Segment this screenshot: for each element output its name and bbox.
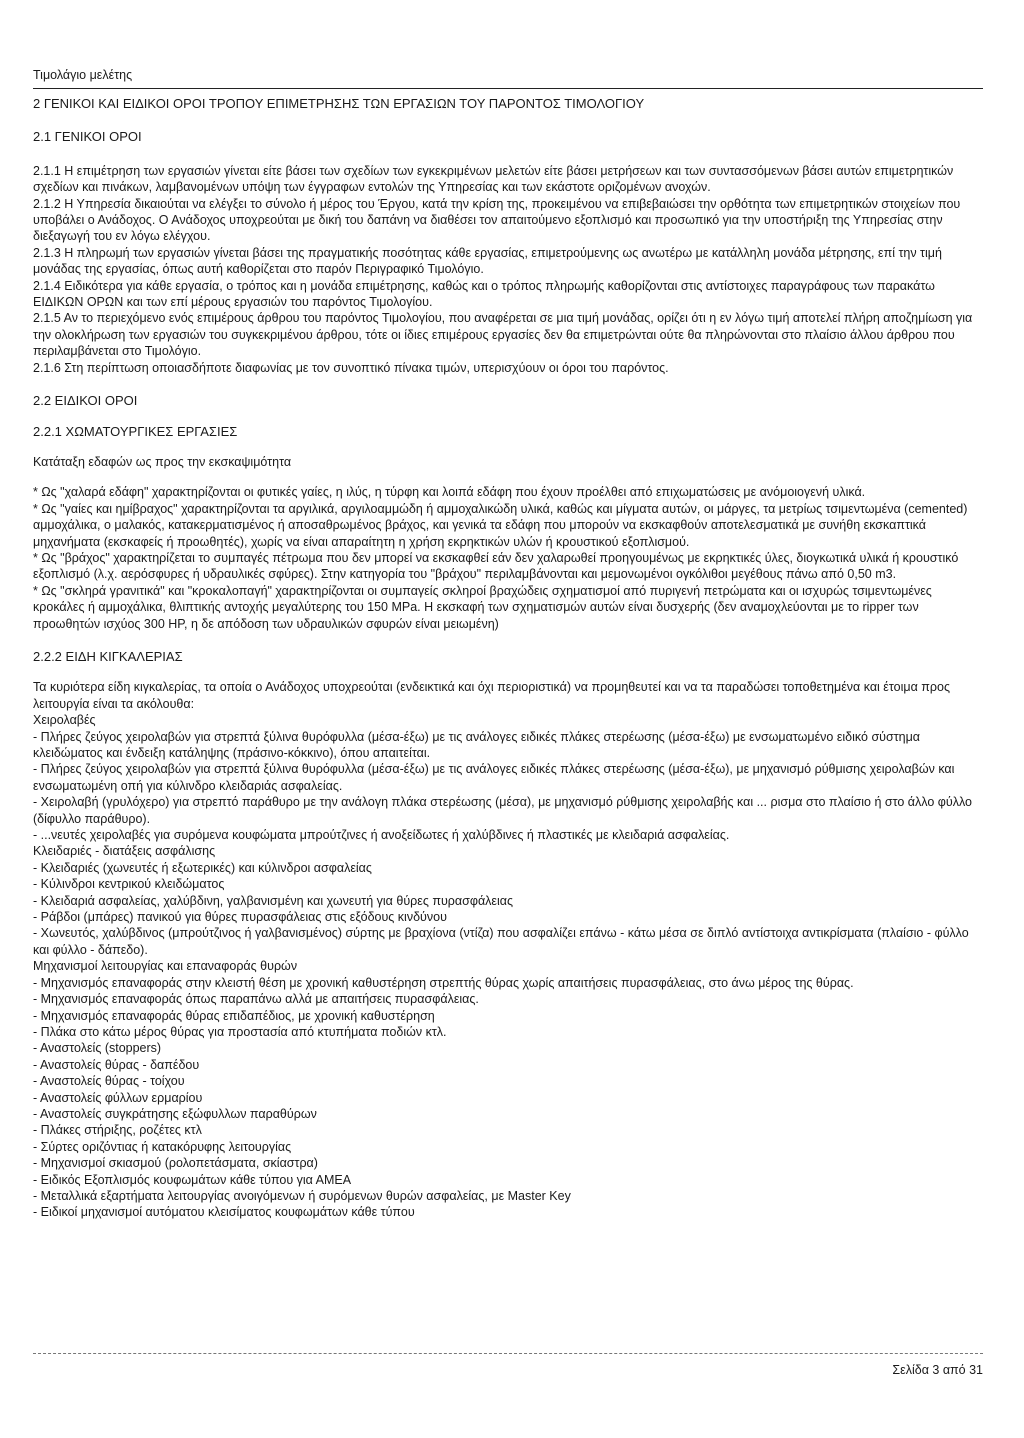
- paragraph-2-1-2: 2.1.2 Η Υπηρεσία δικαιούται να ελέγξει το σύνολο ή μέρος του Έργου, κατά την κρίση της, προκειμένου να επιβεβαιώσει την ορθότητα των επιμετρητικών στοιχείων που υποβάλει ο Ανάδοχος. Ο Ανάδοχος υποχρεούται με δική του δαπάνη να διαθέσει τον απαιτούμενο εξοπλισμό και προσωπικό για την υποστήριξη της Υπηρεσίας στην διεξαγωγή του εν λόγω ελέγχου.: [33, 196, 961, 244]
- paragraph-2-1-1: 2.1.1 Η επιμέτρηση των εργασιών γίνεται είτε βάσει των σχεδίων των εγκεκριμένων μελετών είτε βάσει μετρήσεων και των συντασσόμενων βάσει αυτών επιμετρητικών σχεδίων και πινάκων, λαμβανομένων υπόψη των έγγραφων εντολών της Υπηρεσίας και των εκάστοτε οριζομένων ανοχών.: [33, 163, 954, 195]
- hardware-line: - Σύρτες οριζόντιας ή κατακόρυφης λειτουργίας: [33, 1139, 292, 1154]
- paragraph-2-1-5: 2.1.5 Αν το περιεχόμενο ενός επιμέρους άρθρου του παρόντος Τιμολογίου, που αναφέρεται σε μια τιμή μονάδας, ορίζει ότι η εν λόγω τιμή αποτελεί πλήρη αποζημίωση για την ολοκλήρωση των εργασιών του συγκεκριμένου άρθρου, τότε οι ίδιες επιμέρους εργασίες δεν θα επιμετρώνται ούτε θα πληρώνονται στο πλαίσιο άλλου άρθρου που περιλαμβάνεται στο Τιμολόγιο.: [33, 311, 973, 359]
- hardware-line: - Χωνευτός, χαλύβδινος (μπρούτζινος ή γαλβανισμένος) σύρτης με βραχίονα (ντίζα) που ασφαλίζει επάνω - κάτω μέσα σε διπλό αντίστοιχα αντικρίσματα (πλαίσιο - φύλλο και φύλλο - δάπεδο).: [33, 926, 969, 957]
- header-rule: [33, 88, 983, 89]
- hardware-line: - Αναστολείς θύρας - τοίχου: [33, 1074, 185, 1089]
- hardware-line: - Ειδικός Εξοπλισμός κουφωμάτων κάθε τύπου για ΑΜΕΑ: [33, 1172, 352, 1187]
- document-page: [33, 0, 983, 1438]
- section-2-2-title: 2.2 ΕΙΔΙΚΟΙ ΟΡΟΙ: [33, 393, 138, 409]
- footer-rule: [33, 1353, 983, 1354]
- hardware-line: - Αναστολείς συγκράτησης εξώφυλλων παραθύρων: [33, 1106, 317, 1121]
- hardware-line: - Πλάκα στο κάτω μέρος θύρας για προστασία από κτυπήματα ποδιών κτλ.: [33, 1024, 447, 1039]
- soil-classification-subtitle: Κατάταξη εδαφών ως προς την εκσκαψιμότητα: [33, 454, 292, 469]
- hardware-line: - Κλειδαριές (χωνευτές ή εξωτερικές) και κύλινδροι ασφαλείας: [33, 860, 372, 875]
- hardware-line: - Αναστολείς φύλλων ερμαρίου: [33, 1090, 203, 1105]
- hardware-line: - Αναστολείς θύρας - δαπέδου: [33, 1057, 200, 1072]
- soil-class-hard-granite: * Ως "σκληρά γρανιτικά" και "κροκαλοπαγή" χαρακτηρίζονται οι συμπαγείς σκληροί βραχώδεις σχηματισμοί από πυριγενή πετρώματα και οι ισχυρώς τσιμεντωμένες κροκάλες ή αμμοχάλικα, θλιπτικής αντοχής μεγαλύτερης του 150 MPa. Η εκσκαφή των σχηματισμών αυτών είναι δυσχερής (δεν αναμοχλεύονται με το ripper των προωθητών ισχύος 300 HP, η δε απόδοση των υδραυλικών σφυρών είναι μειωμένη): [33, 583, 932, 631]
- document-body: [33, 96, 983, 1221]
- section-2-title: 2 ΓΕΝΙΚΟΙ ΚΑΙ ΕΙΔΙΚΟΙ ΟΡΟΙ ΤΡΟΠΟΥ ΕΠΙΜΕΤΡΗΣΗΣ ΤΩΝ ΕΡΓΑΣΙΩΝ ΤΟΥ ΠΑΡΟΝΤΟΣ ΤΙΜΟΛΟΓΙΟΥ: [33, 96, 645, 111]
- hardware-line: - Μηχανισμός επαναφοράς στην κλειστή θέση με χρονική καθυστέρηση στρεπτής θύρας χωρίς απαιτήσεις πυρασφάλειας, στο άνω μέρος της θύρας.: [33, 975, 854, 990]
- hardware-line: Χειρολαβές: [33, 713, 96, 728]
- paragraph-2-1-4: 2.1.4 Ειδικότερα για κάθε εργασία, ο τρόπος και η μονάδα επιμέτρησης, καθώς και ο τρόπος πληρωμής καθορίζονται στις αντίστοιχες παραγράφους των παρακάτω ΕΙΔΙΚΩΝ ΟΡΩΝ και των επί μέρους εργασιών του παρόντος Τιμολογίου.: [33, 278, 935, 310]
- hardware-line: - Πλήρες ζεύγος χειρολαβών για στρεπτά ξύλινα θυρόφυλλα (μέσα-έξω) με τις ανάλογες ειδικές πλάκες στερέωσης (μέσα-έξω), με μηχανισμό ρύθμισης χειρολαβών και ενσωματωμένη οπή για κύλινδρο κλειδαριάς ασφαλείας.: [33, 762, 955, 793]
- section-2-1-title: 2.1 ΓΕΝΙΚΟΙ ΟΡΟΙ: [33, 129, 142, 145]
- hardware-line: Κλειδαριές - διατάξεις ασφάλισης: [33, 844, 216, 859]
- hardware-line: - Κύλινδροι κεντρικού κλειδώματος: [33, 877, 225, 892]
- hardware-line: - ...νευτές χειρολαβές για συρόμενα κουφώματα μπρούτζινες ή ανοξείδωτες ή χαλύβδινες ή πλαστικές με κλειδαριά ασφαλείας.: [33, 828, 730, 843]
- hardware-line: - Μηχανισμός επαναφοράς θύρας επιδαπέδιος, με χρονική καθυστέρηση: [33, 1008, 435, 1023]
- hardware-line: Μηχανισμοί λειτουργίας και επαναφοράς θυρών: [33, 959, 298, 974]
- hardware-line: - Χειρολαβή (γρυλόχερο) για στρεπτό παράθυρο με την ανάλογη πλάκα στερέωσης (μέσα), με μηχανισμό ρύθμισης χειρολαβής και ... ρισμα στο πλαίσιο ή στο άλλο φύλλο (δίφυλλο παράθυρο).: [33, 795, 972, 826]
- soil-class-rock: * Ως "βράχος" χαρακτηρίζεται το συμπαγές πέτρωμα που δεν μπορεί να εκσκαφθεί εάν δεν χαλαρωθεί προηγουμένως με εκρηκτικές ύλες, διογκωτικά υλικά ή κρουστικό εξοπλισμό (λ.χ. αερόσφυρες ή υδραυλικές σφύρες). Στην κατηγορία του "βράχου" περιλαμβάνονται και μεμονωμένοι ογκόλιθοι μεγέθους πάνω από 0,50 m3.: [33, 550, 959, 582]
- hardware-line: - Ειδικοί μηχανισμοί αυτόματου κλεισίματος κουφωμάτων κάθε τύπου: [33, 1205, 415, 1220]
- hardware-line: - Μεταλλικά εξαρτήματα λειτουργίας ανοιγόμενων ή συρόμενων θυρών ασφαλείας, με Master Key: [33, 1188, 571, 1203]
- paragraph-2-1-3: 2.1.3 Η πληρωμή των εργασιών γίνεται βάσει της πραγματικής ποσότητας κάθε εργασίας, επιμετρούμενης ως ανωτέρω με κατάλληλη μονάδα μέτρησης, επί την τιμή μονάδας της εργασίας, όπως αυτή καθορίζεται στο παρόν Περιγραφικό Τιμολόγιο.: [33, 245, 942, 277]
- hardware-line: - Μηχανισμός επαναφοράς όπως παραπάνω αλλά με απαιτήσεις πυρασφάλειας.: [33, 992, 479, 1007]
- hardware-line: - Ράβδοι (μπάρες) πανικού για θύρες πυρασφάλειας στις εξόδους κινδύνου: [33, 910, 447, 925]
- hardware-intro: Τα κυριότερα είδη κιγκαλερίας, τα οποία ο Ανάδοχος υποχρεούται (ενδεικτικά και όχι περιοριστικά) να προμηθευτεί και να τα παραδώσει τοποθετημένα και έτοιμα προς λειτουργία είναι τα ακόλουθα:: [33, 680, 950, 711]
- section-2-2-2-title: 2.2.2 ΕΙΔΗ ΚΙΓΚΑΛΕΡΙΑΣ: [33, 648, 183, 664]
- soil-class-earth-semirock: * Ως "γαίες και ημίβραχος" χαρακτηρίζονται τα αργιλικά, αργιλοαμμώδη ή αμμοχαλικώδη υλικά, καθώς και μίγματα αυτών, οι μάργες, τα μετρίως τσιμεντωμένα (cemented) αμμοχάλικα, ο μαλακός, κατακερματισμένος ή αποσαθρωμένος βράχος, και γενικά τα εδάφη που μπορούν να εκσκαφθούν αποτελεσματικά με συνήθη εκσκαπτικά μηχανήματα (εκσκαφείς ή προωθητές), χωρίς να είναι απαραίτητη η χρήση εκρηκτικών υλών ή κρουστικού εξοπλισμού.: [33, 501, 968, 549]
- section-2-2-1-title: 2.2.1 ΧΩΜΑΤΟΥΡΓΙΚΕΣ ΕΡΓΑΣΙΕΣ: [33, 423, 238, 439]
- hardware-line: - Πλάκες στήριξης, ροζέτες κτλ: [33, 1123, 202, 1138]
- running-header: Τιμολάγιο μελέτης: [33, 68, 133, 82]
- page-number: Σελίδα 3 από 31: [892, 1363, 983, 1377]
- paragraph-2-1-6: 2.1.6 Στη περίπτωση οποιασδήποτε διαφωνίας με τον συνοπτικό πίνακα τιμών, υπερισχύουν οι όροι του παρόντος.: [33, 360, 669, 375]
- hardware-line: - Αναστολείς (stoppers): [33, 1041, 162, 1056]
- hardware-line: - Κλειδαριά ασφαλείας, χαλύβδινη, γαλβανισμένη και χωνευτή για θύρες πυρασφάλειας: [33, 893, 514, 908]
- soil-class-loose: * Ως "χαλαρά εδάφη" χαρακτηρίζονται οι φυτικές γαίες, η ιλύς, η τύρφη και λοιπά εδάφη που έχουν προέλθει από επιχωματώσεις με ανόμοιογενή υλικά.: [33, 485, 866, 500]
- hardware-line: - Πλήρες ζεύγος χειρολαβών για στρεπτά ξύλινα θυρόφυλλα (μέσα-έξω) με τις ανάλογες ειδικές πλάκες στερέωσης (μέσα-έξω) με ενσωματωμένο ειδικό σύστημα κλειδώματος και ένδειξη κατάληψης (πράσινο-κόκκινο), όπου απαιτείται.: [33, 729, 921, 760]
- hardware-line: - Μηχανισμοί σκιασμού (ρολοπετάσματα, σκίαστρα): [33, 1156, 318, 1171]
